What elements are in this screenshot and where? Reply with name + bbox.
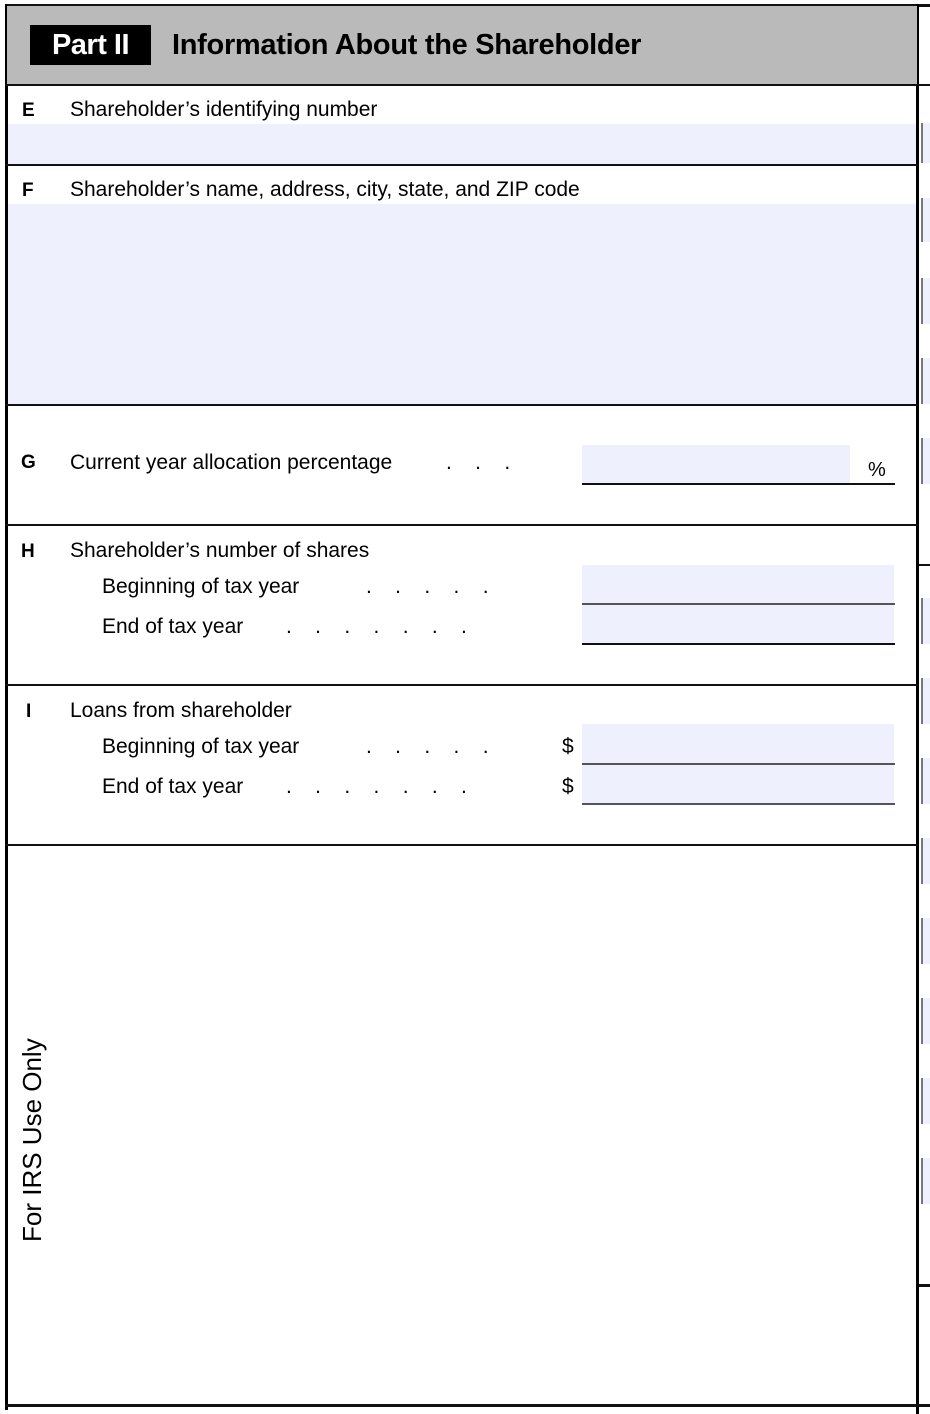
adjacent-field-stub xyxy=(921,358,930,404)
form-bottom-border xyxy=(5,1404,930,1407)
item-f-letter: F xyxy=(22,180,34,201)
adjacent-field-stub xyxy=(921,1078,930,1124)
item-h-label: Shareholder’s number of shares xyxy=(70,539,370,562)
loans-beginning-currency: $ xyxy=(562,735,574,758)
item-g-letter: G xyxy=(21,452,36,473)
item-e-divider xyxy=(5,164,918,166)
loans-beginning-dots: . . . . . xyxy=(366,735,489,758)
shares-end-input[interactable] xyxy=(582,605,894,643)
adjacent-field-stub xyxy=(921,198,930,242)
part-badge: Part II xyxy=(30,25,151,65)
irs-use-only-label: For IRS Use Only xyxy=(17,1038,47,1242)
loans-end-currency: $ xyxy=(562,775,574,798)
adjacent-field-stub xyxy=(921,278,930,324)
item-e-label: Shareholder’s identifying number xyxy=(70,98,378,121)
item-g-divider xyxy=(5,524,918,526)
form-right-border xyxy=(916,4,919,1414)
item-e-letter: E xyxy=(22,100,35,121)
shares-beginning-label: Beginning of tax year xyxy=(102,575,300,598)
loans-beginning-label: Beginning of tax year xyxy=(102,735,300,758)
item-i-letter: I xyxy=(26,701,32,722)
adjacent-field-stub xyxy=(921,598,930,644)
loans-beginning-input[interactable] xyxy=(582,724,894,764)
part-title: Information About the Shareholder xyxy=(172,29,642,61)
shares-end-dots: . . . . . . . xyxy=(286,615,467,638)
header-bottom-border xyxy=(5,84,930,86)
allocation-percentage-input[interactable] xyxy=(582,445,850,484)
adjacent-field-stub xyxy=(921,838,930,884)
item-i-label: Loans from shareholder xyxy=(70,699,292,722)
loans-end-input[interactable] xyxy=(582,765,894,803)
adjacent-field-stub xyxy=(921,998,930,1044)
adjacent-field-stub xyxy=(921,1158,930,1204)
percent-sign: % xyxy=(868,459,886,481)
item-i-divider xyxy=(5,844,918,846)
item-g-underline xyxy=(582,483,895,485)
loans-end-underline xyxy=(582,803,895,805)
adjacent-field-stub xyxy=(921,918,930,964)
shares-end-underline xyxy=(582,643,895,645)
adjacent-field-stub xyxy=(921,123,930,163)
loans-end-dots: . . . . . . . xyxy=(286,775,467,798)
shares-end-label: End of tax year xyxy=(102,615,244,638)
item-h-letter: H xyxy=(21,541,35,562)
adjacent-divider xyxy=(919,564,930,566)
adjacent-field-stub xyxy=(921,758,930,804)
item-f-label: Shareholder’s name, address, city, state, and ZIP code xyxy=(70,178,580,201)
adjacent-divider xyxy=(919,1284,930,1287)
item-g-label: Current year allocation percentage xyxy=(70,451,393,474)
item-h-divider xyxy=(5,684,918,686)
shares-beginning-dots: . . . . . xyxy=(366,575,489,598)
shares-beginning-input[interactable] xyxy=(582,565,894,604)
shareholder-name-address-input[interactable] xyxy=(8,204,916,404)
adjacent-field-stub xyxy=(921,438,930,484)
item-f-divider xyxy=(5,404,918,406)
shareholder-id-input[interactable] xyxy=(8,124,916,164)
item-g-leader-dots: . . . xyxy=(446,451,511,474)
loans-end-label: End of tax year xyxy=(102,775,244,798)
adjacent-field-stub xyxy=(921,678,930,724)
